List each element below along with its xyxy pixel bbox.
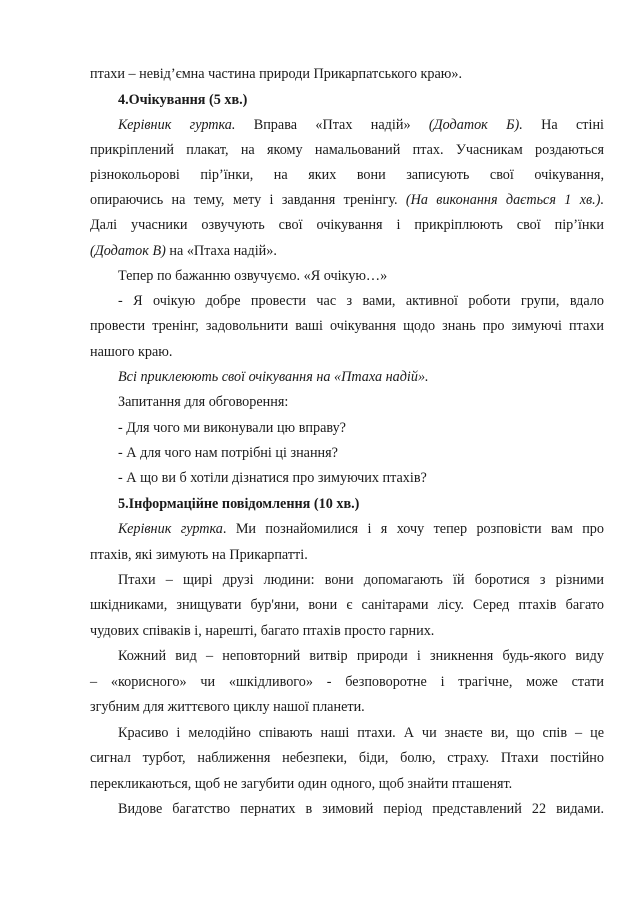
text-line: птахів, які зимують на Прикарпатті. — [90, 547, 308, 563]
time-note: (На виконання дається 1 хв.). — [405, 192, 604, 208]
text-line — [90, 239, 604, 264]
text-span: на «Птаха надій». — [165, 243, 277, 259]
appendix-ref: (Додаток В) — [90, 243, 166, 259]
text-line — [118, 517, 604, 542]
text-line: Красиво і мелодійно співають наші птахи. А чи знаєте ви, що спів – це — [118, 725, 604, 741]
question-item: - А для чого нам потрібні ці знання? — [118, 445, 338, 461]
text-line: чудових співаків і, нарешті, багато птахів просто гарних. — [90, 623, 435, 639]
text-line: нашого краю. — [90, 344, 173, 360]
text-line: Далі учасники озвучують свої очікування і прикріплюють свої пір’їнки — [90, 217, 604, 233]
leader-label: Керівник гуртка — [118, 521, 223, 537]
text-line: Видове багатство пернатих в зимовий період представлений 22 видами. — [118, 801, 604, 817]
text-span: опираючись на тему, мету і завдання тренінгу. — [90, 192, 406, 208]
text-line: провести тренінг, задовольнити ваші очікування щодо знань про зимуючі птахи — [90, 318, 604, 334]
text-span: На стіні — [522, 117, 604, 133]
text-line: шкідниками, знищувати бур'яни, вони є санітарами лісу. Серед птахів багато — [90, 597, 604, 613]
text-line: птахи – невід’ємна частина природи Прикарпатського краю». — [90, 66, 463, 82]
section-heading-expectations: 4.Очікування (5 хв.) — [118, 92, 248, 108]
text-line: – «корисного» чи «шкідливого» - безповоротне і трагічне, може стати — [90, 674, 604, 690]
text-line: сигнал турбот, наближення небезпеки, біди, болю, страху. Птахи постійно — [90, 750, 604, 766]
text-span: . Ми познайомилися і я хочу тепер розповісти вам про — [222, 521, 604, 537]
text-line: згубним для життєвого циклу нашої планети. — [90, 699, 365, 715]
text-line: - Я очікую добре провести час з вами, активної роботи групи, вдало — [118, 293, 604, 309]
text-line — [90, 188, 604, 213]
text-line: Кожний вид – неповторний витвір природи і зникнення будь-якого виду — [118, 648, 604, 664]
question-item: - Для чого ми виконували цю вправу? — [118, 420, 346, 436]
text-line: Всі приклеюють свої очікування на «Птаха надій». — [118, 369, 429, 385]
question-item: - А що ви б хотіли дізнатися про зимуючих птахів? — [118, 470, 427, 486]
leader-label: Керівник гуртка. — [118, 117, 236, 133]
text-line: Запитання для обговорення: — [118, 394, 289, 410]
section-heading-information: 5.Інформаційне повідомлення (10 хв.) — [118, 496, 360, 512]
text-line — [118, 113, 604, 138]
text-line: перекликаються, щоб не загубити один одного, щоб знайти пташенят. — [90, 776, 513, 792]
text-line: Птахи – щирі друзі людини: вони допомагають їй боротися з різними — [118, 572, 604, 588]
text-line: Тепер по бажанню озвучуємо. «Я очікую…» — [118, 268, 388, 284]
text-line: прикріплений плакат, на якому намальований птах. Учасникам роздаються — [90, 142, 604, 158]
appendix-ref: (Додаток Б). — [428, 117, 523, 133]
text-span: Вправа «Птах надій» — [235, 117, 429, 133]
text-line: різнокольорові пір’їнки, на яких вони записують свої очікування, — [90, 167, 604, 183]
